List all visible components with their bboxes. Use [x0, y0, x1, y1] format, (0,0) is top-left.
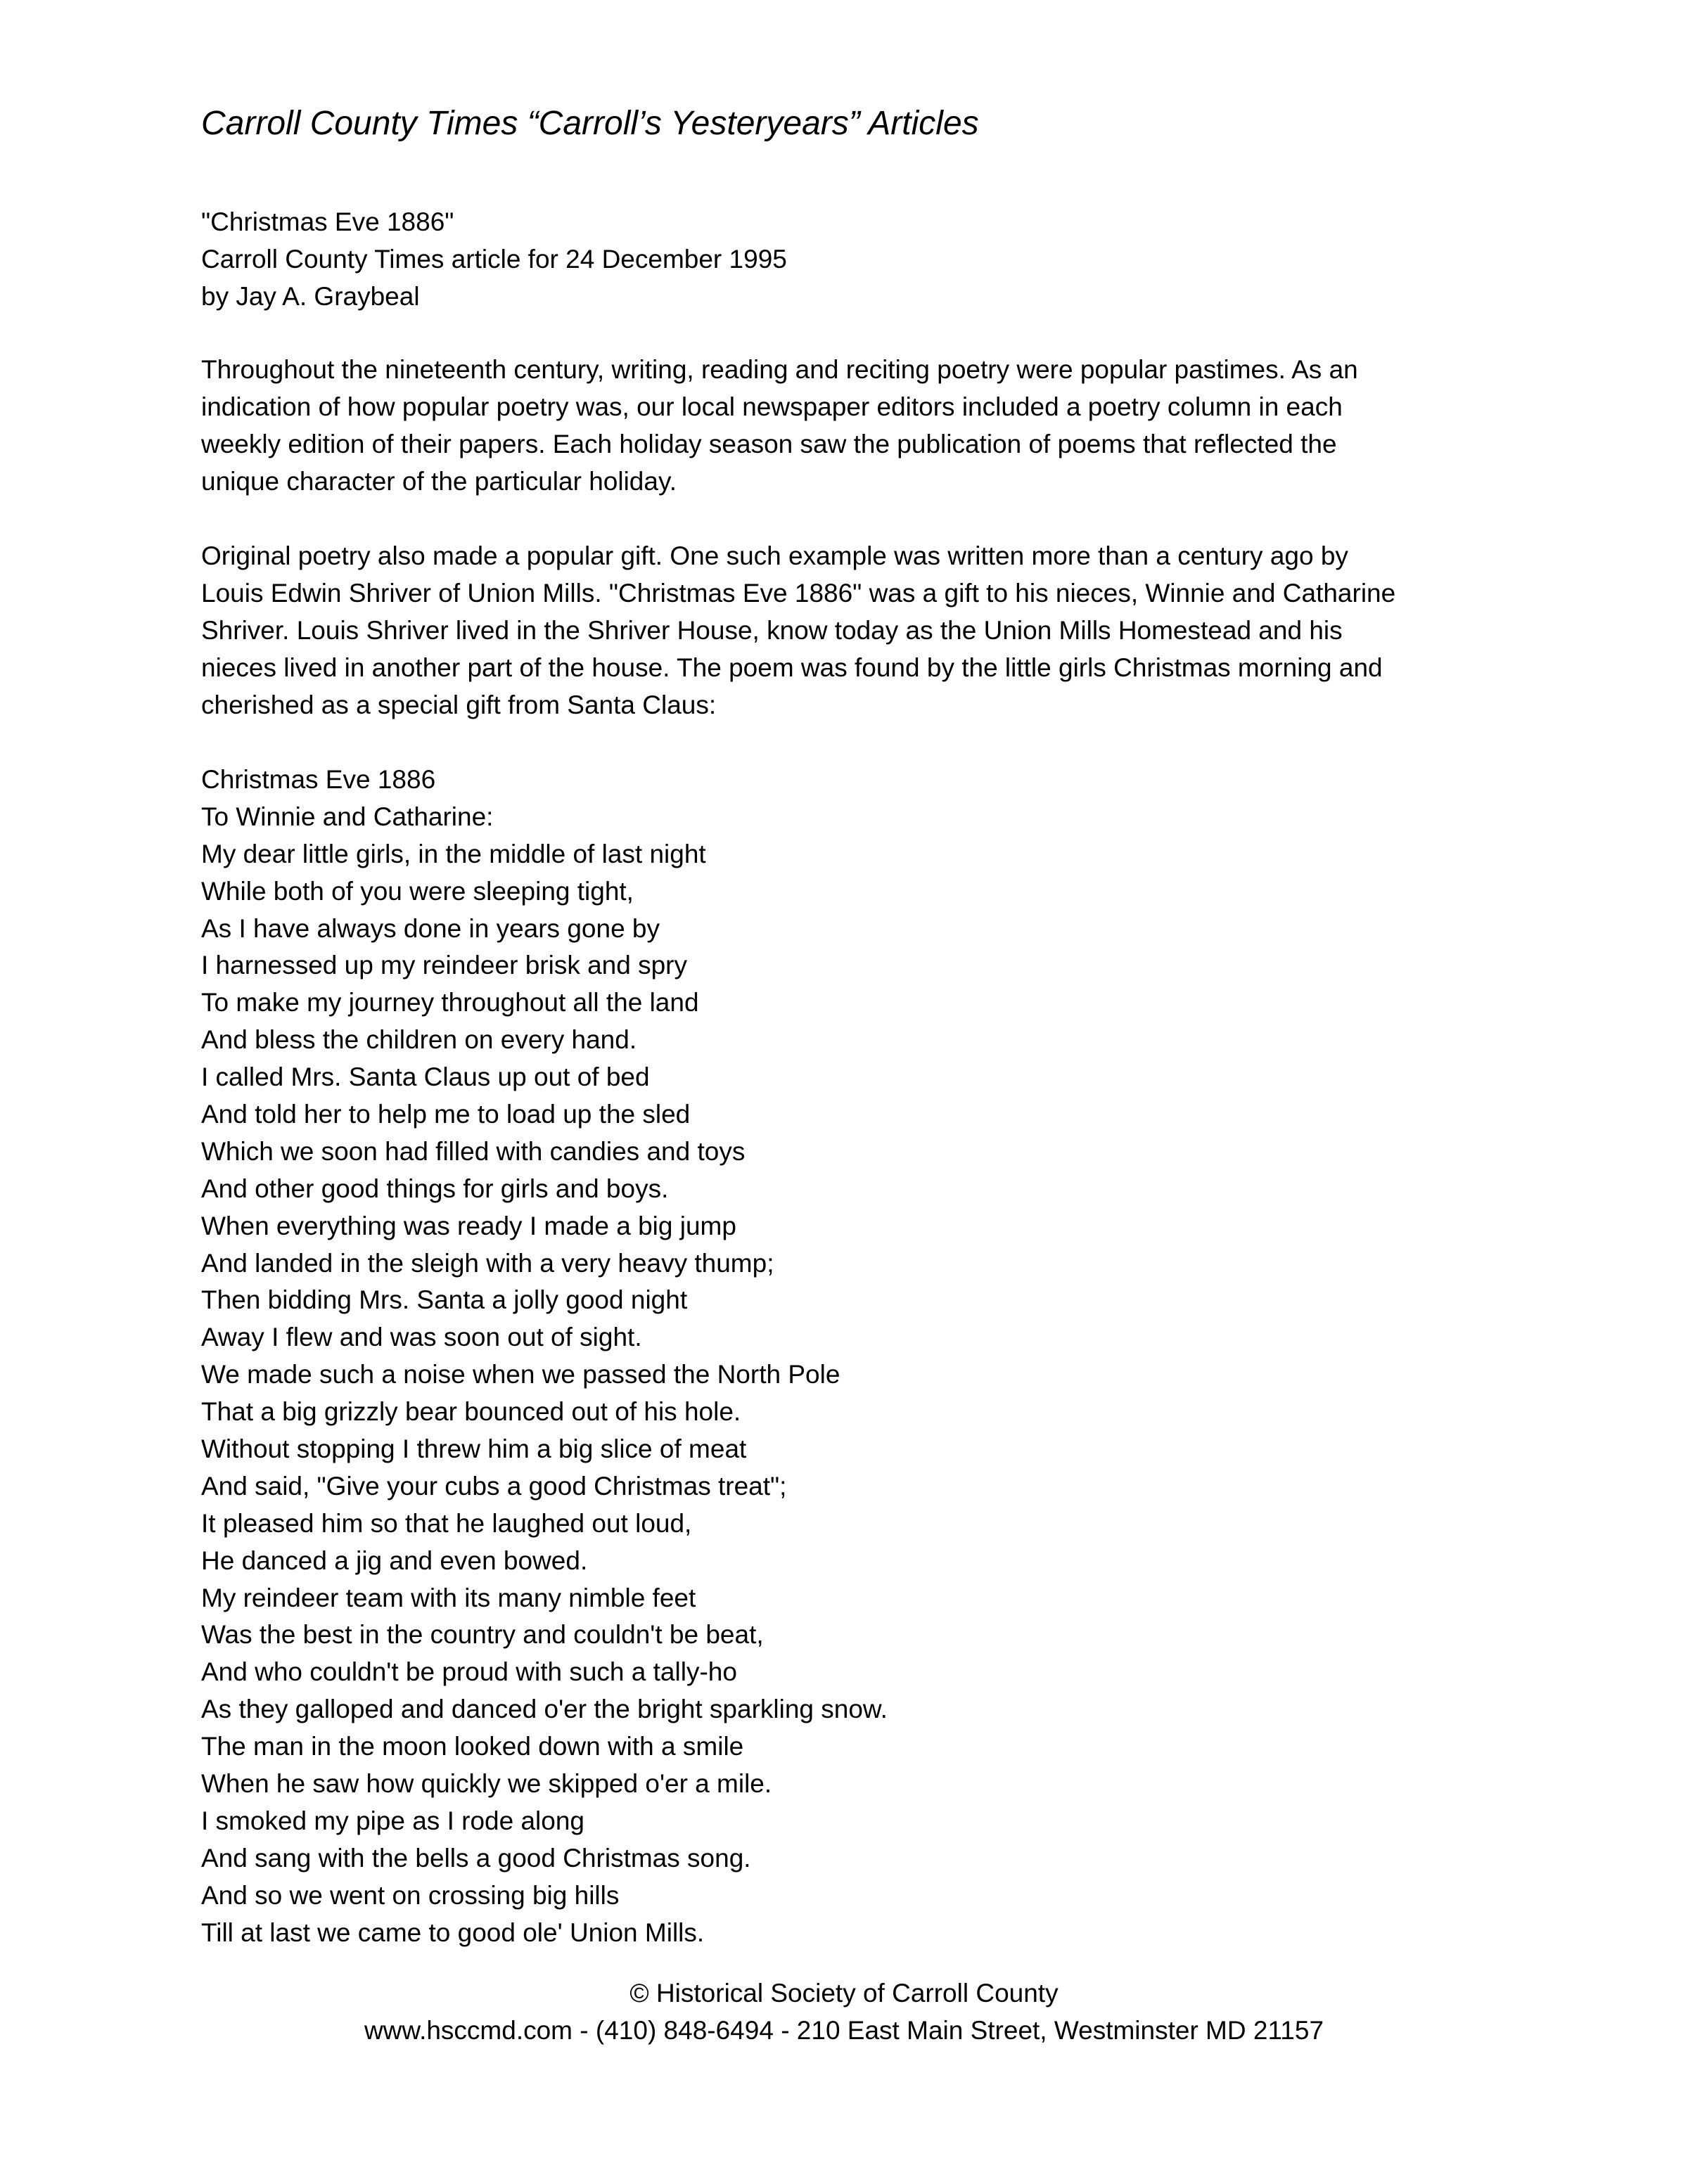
- poem-line: And sang with the bells a good Christmas song.: [201, 1843, 751, 1873]
- paragraph-line: Shriver. Louis Shriver lived in the Shriver House, know today as the Union Mills Homestead and his: [201, 615, 1343, 645]
- poem-line: Which we soon had filled with candies and toys: [201, 1136, 746, 1166]
- paragraph-line: unique character of the particular holiday.: [201, 466, 677, 496]
- intro-paragraph: [201, 352, 1358, 501]
- paragraph-line: nieces lived in another part of the house. The poem was found by the little girls Christmas morning and: [201, 653, 1383, 682]
- poem-line: Without stopping I threw him a big slice of meat: [201, 1434, 747, 1464]
- poem-line: The man in the moon looked down with a smile: [201, 1732, 744, 1761]
- article-byline: by Jay A. Graybeal: [201, 281, 420, 311]
- page-header-title: Carroll County Times “Carroll’s Yesteryears” Articles: [201, 105, 979, 142]
- poem-line: And who couldn't be proud with such a tally-ho: [201, 1657, 737, 1687]
- footer-contact: www.hsccmd.com - (410) 848-6494 - 210 East Main Street, Westminster MD 21157: [364, 2016, 1324, 2045]
- poem-line: Was the best in the country and couldn't be beat,: [201, 1620, 764, 1650]
- context-paragraph: [201, 538, 1395, 724]
- poem-line: It pleased him so that he laughed out loud,: [201, 1508, 692, 1538]
- poem-line: And so we went on crossing big hills: [201, 1880, 620, 1910]
- poem-line: While both of you were sleeping tight,: [201, 876, 634, 906]
- poem-line: My reindeer team with its many nimble feet: [201, 1583, 696, 1612]
- poem: [201, 762, 888, 1952]
- poem-line: When everything was ready I made a big jump: [201, 1211, 736, 1240]
- poem-line: And said, "Give your cubs a good Christmas treat";: [201, 1471, 787, 1501]
- paragraph-line: Original poetry also made a popular gift. One such example was written more than a century ago by: [201, 541, 1348, 570]
- article-meta: [201, 204, 787, 316]
- poem-line: That a big grizzly bear bounced out of his hole.: [201, 1397, 741, 1427]
- poem-line: I smoked my pipe as I rode along: [201, 1806, 585, 1835]
- poem-line: As they galloped and danced o'er the bright sparkling snow.: [201, 1695, 888, 1724]
- article-publication: Carroll County Times article for 24 December 1995: [201, 244, 787, 274]
- poem-line: And landed in the sleigh with a very heavy thump;: [201, 1248, 774, 1278]
- page-footer: [0, 1974, 1688, 2049]
- poem-title: Christmas Eve 1886: [201, 765, 436, 794]
- poem-line: I harnessed up my reindeer brisk and spry: [201, 951, 688, 980]
- poem-line: Till at last we came to good ole' Union Mills.: [201, 1918, 705, 1947]
- poem-line: Away I flew and was soon out of sight.: [201, 1323, 642, 1352]
- poem-line: To make my journey throughout all the land: [201, 988, 699, 1017]
- poem-line: We made such a noise when we passed the North Pole: [201, 1360, 840, 1389]
- paragraph-line: Louis Edwin Shriver of Union Mills. "Christmas Eve 1886" was a gift to his nieces, Winnie and Catharine: [201, 578, 1396, 608]
- poem-dedication: To Winnie and Catharine:: [201, 802, 494, 831]
- poem-line: As I have always done in years gone by: [201, 913, 660, 943]
- poem-line: And told her to help me to load up the sled: [201, 1100, 691, 1129]
- poem-line: And bless the children on every hand.: [201, 1025, 637, 1055]
- paragraph-line: cherished as a special gift from Santa Claus:: [201, 690, 717, 719]
- poem-line: And other good things for girls and boys.: [201, 1174, 669, 1203]
- paragraph-line: weekly edition of their papers. Each holiday season saw the publication of poems that reflected the: [201, 429, 1337, 458]
- paragraph-line: Throughout the nineteenth century, writing, reading and reciting poetry were popular pastimes. As an: [201, 355, 1358, 384]
- footer-copyright: © Historical Society of Carroll County: [629, 1979, 1059, 2008]
- poem-line: He danced a jig and even bowed.: [201, 1546, 588, 1575]
- poem-line: Then bidding Mrs. Santa a jolly good night: [201, 1285, 688, 1315]
- poem-line: When he saw how quickly we skipped o'er a mile.: [201, 1769, 772, 1799]
- poem-lines: [201, 836, 888, 1952]
- paragraph-line: indication of how popular poetry was, our local newspaper editors included a poetry column in each: [201, 392, 1343, 421]
- poem-line: My dear little girls, in the middle of last night: [201, 839, 706, 868]
- article-headline: "Christmas Eve 1886": [201, 207, 454, 236]
- poem-line: I called Mrs. Santa Claus up out of bed: [201, 1062, 650, 1092]
